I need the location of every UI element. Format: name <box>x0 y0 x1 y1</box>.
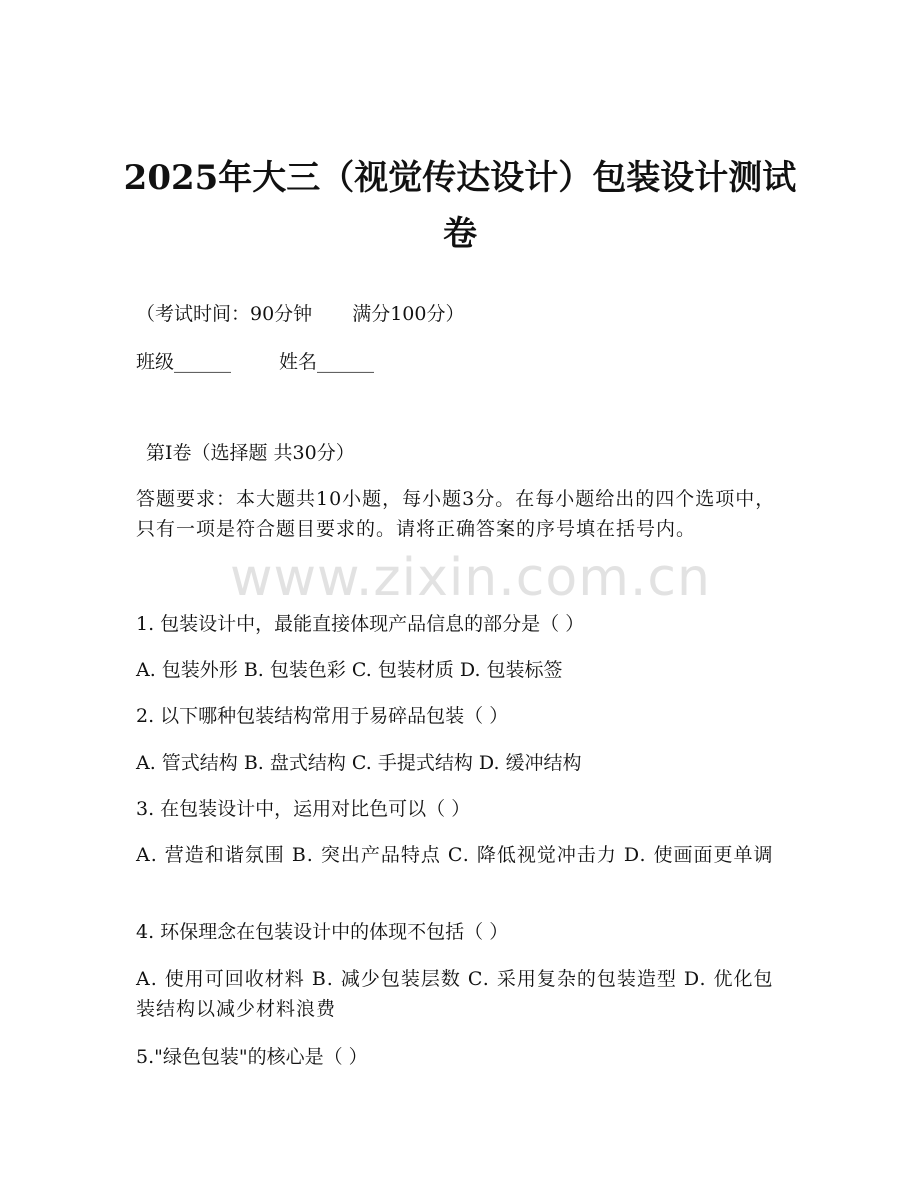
name-field: 姓名______ <box>279 351 375 373</box>
question-3-options: A. 营造和谐氛围 B. 突出产品特点 C. 降低视觉冲击力 D. 使画面更单调 <box>136 844 774 866</box>
student-info-line <box>136 350 374 374</box>
section-heading: 第Ⅰ卷（选择题 共30分） <box>146 442 355 464</box>
question-4-stem: 4. 环保理念在包装设计中的体现不包括（ ） <box>136 921 509 943</box>
question-2-stem: 2. 以下哪种包装结构常用于易碎品包装（ ） <box>136 705 509 727</box>
watermark: www.zixin.com.cn <box>230 548 711 608</box>
question-2-options: A. 管式结构 B. 盘式结构 C. 手提式结构 D. 缓冲结构 <box>136 752 582 774</box>
question-1-stem: 1. 包装设计中，最能直接体现产品信息的部分是（ ） <box>136 613 585 635</box>
question-1-options: A. 包装外形 B. 包装色彩 C. 包装材质 D. 包装标签 <box>136 659 563 681</box>
exam-score: 满分100分） <box>352 303 465 325</box>
page-title: 2025年大三（视觉传达设计）包装设计测试卷 <box>123 158 797 254</box>
exam-info-line <box>136 302 464 326</box>
question-3-stem: 3. 在包装设计中，运用对比色可以（ ） <box>136 798 471 820</box>
section-instructions: 答题要求：本大题共10小题，每小题3分。在每小题给出的四个选项中，只有一项是符合题目要求的。请将正确答案的序号填在括号内。 <box>136 488 776 540</box>
exam-time: （考试时间：90分钟 <box>136 303 313 325</box>
question-4-options: A. 使用可回收材料 B. 减少包装层数 C. 采用复杂的包装造型 D. 优化包装结构以减少材料浪费 <box>136 968 774 1020</box>
class-field: 班级______ <box>136 351 232 373</box>
question-5-stem: 5."绿色包装"的核心是（ ） <box>136 1046 368 1068</box>
